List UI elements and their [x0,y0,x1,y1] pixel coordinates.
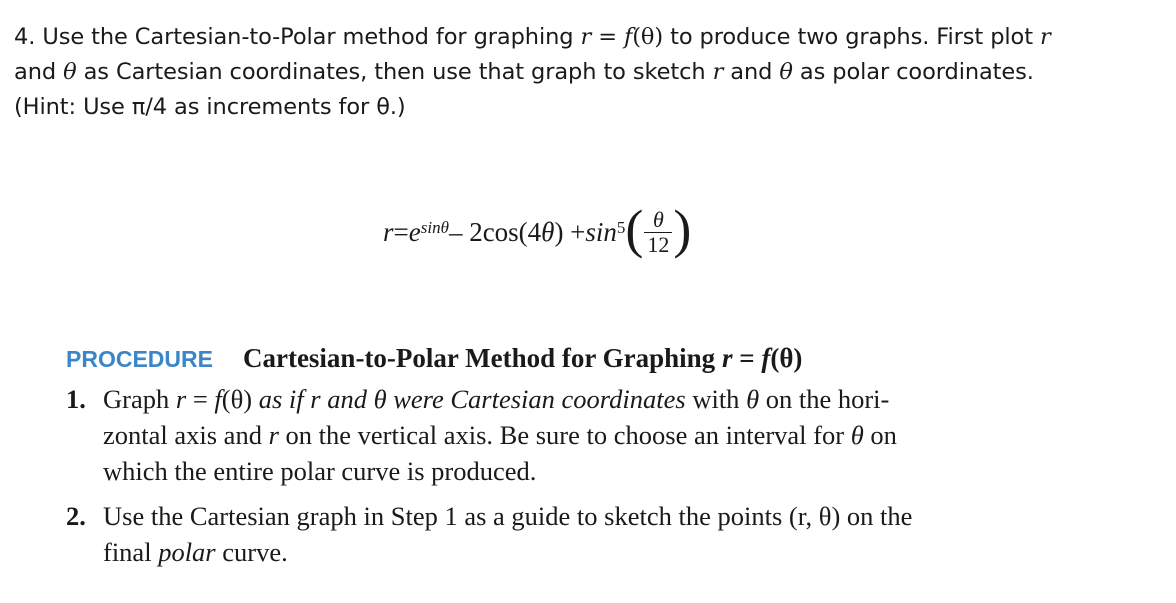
math-argument: (θ) [221,384,253,414]
math-argument: (θ) [770,343,803,373]
math-variable-r: r [175,384,187,414]
equation-theta: θ [541,216,555,247]
question-hint: (Hint: Use π/4 as increments for θ.) [14,94,406,120]
step-text: curve. [215,537,288,567]
math-variable-theta: θ [779,59,793,85]
question-text-segment: and [723,59,780,85]
procedure-box [66,338,1146,570]
step-1-line-3: which the entire polar curve is produced. [103,456,537,486]
math-function-f: f [214,384,222,414]
procedure-title-text: Cartesian-to-Polar Method for Graphing [242,343,722,373]
step-text: final [103,537,159,567]
math-variable-theta: θ [746,384,760,414]
procedure-title [243,338,802,378]
math-variable-theta: θ [850,420,864,450]
equation-base-e: e [408,216,421,247]
step-2-line-1: Use the Cartesian graph in Step 1 as a guide to sketch the points (r, θ) on the [103,501,913,531]
step-text: on the hori- [759,384,890,414]
procedure-step-1 [66,381,1146,489]
right-paren: ) [673,199,692,259]
math-function-f: f [761,343,771,373]
equation-equals: = [393,216,409,247]
step-1-line-2 [103,417,1146,453]
step-italic-text: polar [158,537,216,567]
question-text-segment: and [14,59,64,85]
step-text: on [863,420,897,450]
math-equals: = [591,24,625,50]
step-2-line-2 [103,534,1146,570]
question-text-segment: as polar coordinates. [792,59,1034,85]
math-variable-r: r [268,420,279,450]
step-italic-text: as if r and θ were Cartesian coordinates [252,384,686,414]
math-variable-r: r [580,24,592,50]
question-number: 4. [14,24,36,50]
math-equals: = [186,384,215,414]
procedure-step-2 [66,498,1146,570]
math-variable-theta: θ [63,59,77,85]
step-number: 2. [66,501,86,531]
polar-equation [383,192,691,272]
fraction-denominator: 12 [647,231,670,257]
math-variable-r: r [712,59,724,85]
question-text-segment: as Cartesian coordinates, then use that graph to sketch [76,59,713,85]
equation-power: 5 [616,218,626,237]
equation-fraction [644,208,672,257]
equation-exponent: sinθ [420,218,449,237]
step-text: zontal axis and [103,420,269,450]
fraction-numerator: θ [653,206,664,232]
procedure-heading [66,338,1146,379]
math-variable-r: r [721,343,733,373]
equation-lhs: r [383,216,394,247]
step-text: with [685,384,747,414]
step-text: Graph [103,384,176,414]
equation-cos-close: ) + [554,216,586,247]
procedure-label: PROCEDURE [66,346,213,372]
question-line-1 [14,20,1164,55]
left-paren: ( [625,199,644,259]
question-line-2 [14,55,1164,90]
question-text-segment: to produce two graphs. First plot [663,24,1040,50]
math-equals: = [732,343,762,373]
equation-sin: sin [585,216,617,247]
math-variable-r: r [1039,24,1051,50]
step-number: 1. [66,384,86,414]
math-argument: (θ) [632,24,664,50]
question-text-segment: Use the Cartesian-to-Polar method for graphing [35,24,581,50]
step-text: on the vertical axis. Be sure to choose an interval for [278,420,851,450]
question-text [14,20,1164,125]
step-1-line-1 [103,381,1146,417]
equation-cos-term: – 2cos(4 [448,216,542,247]
math-function-f: f [624,24,633,50]
